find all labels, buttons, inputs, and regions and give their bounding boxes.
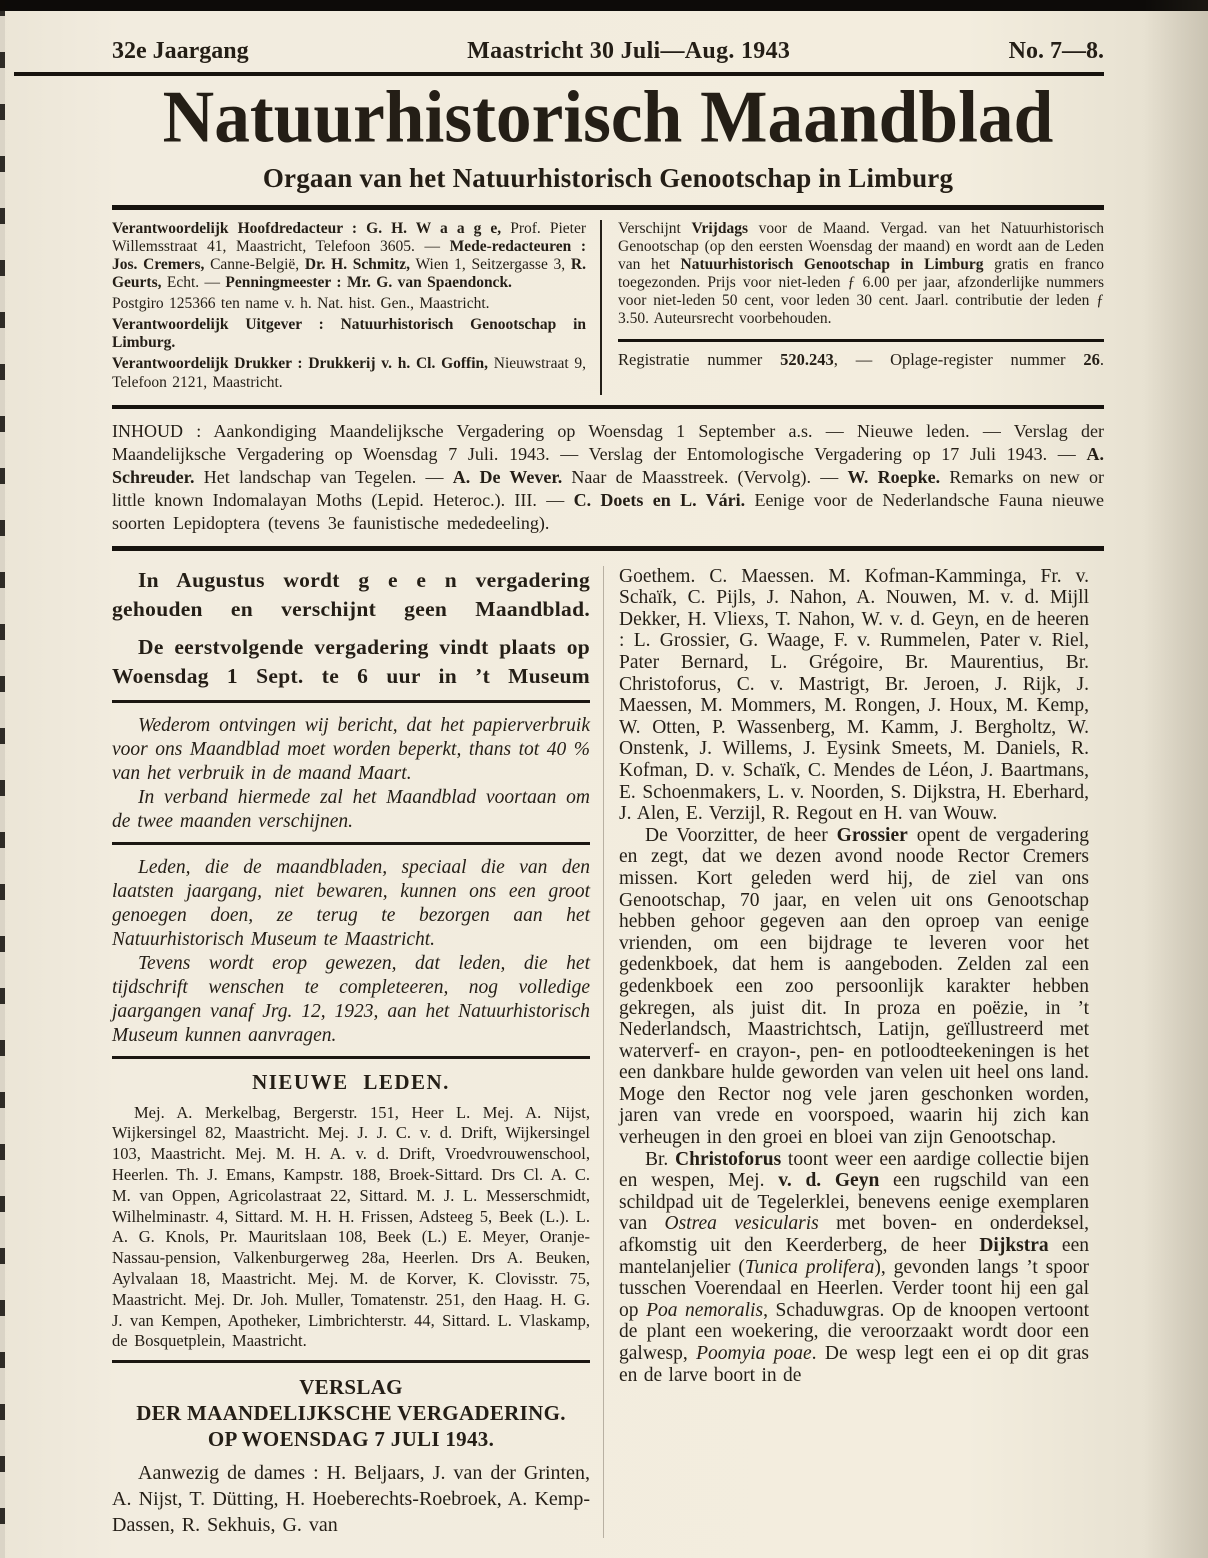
publication-info: Verschijnt Vrijdags voor de Maand. Vergad. van het Natuurhistorisch Genootschap (op den eersten Woensdag der maand) en wordt aan de Leden van het Natuurhistorisch Genootschap in Limburg gratis en franco toegezonden. Prijs voor niet-leden ƒ 6.00 per jaar, afzonderlijke nummers voor niet-leden 50 cent, voor leden 30 cent. Jaarl. contributie der leden ƒ 3.50. Auteursrecht voorbehouden. [618, 219, 1104, 328]
issue-date: Maastricht 30 Juli—Aug. 1943 [467, 38, 791, 64]
section-rule [112, 1056, 590, 1059]
journal-title: Natuurhistorisch Maandblad [162, 76, 1054, 159]
right-column [603, 566, 1089, 1539]
registration-line: Registratie nummer 520.243, — Oplage-register nummer 26. [618, 350, 1104, 370]
table-of-contents: INHOUD : Aankondiging Maandelijksche Vergadering op Woensdag 1 September a.s. — Nieuwe leden. — Verslag der Maandelijksche Vergadering op Woensdag 7 Juli. 1943. — Verslag der Entomologische Vergadering op 17 Juli 1943. — A. Schreuder. Het landschap van Tegelen. — A. De Wever. Naar de Maasstreek. (Vervolg). — W. Roepke. Remarks on new or little known Indomalayan Moths (Lepid. Heteroc.). III. — C. Doets en L. Vári. Eenige voor de Nederlandsche Fauna nieuwe soorten Lepidoptera (tevens 3e faunistische mededeeling). [112, 420, 1105, 533]
masthead-publication [600, 220, 1104, 395]
paper-restriction-notice [112, 714, 590, 834]
publisher-line: Verantwoordelijk Uitgever : Natuurhistorisch Genootschap in Limburg. [112, 316, 586, 352]
attendees-continuation: Goethem. C. Maessen. M. Kofman-Kamminga, Fr. v. Schaïk, C. Pijls, J. Nahon, A. Nouwen, M. v. d. Mijll Dekker, H. Vliexs, T. Nahon, W. v. d. Geyn, en de heeren : L. Grossier, G. Waage, F. v. Rummelen, Pater v. Riel, Pater Bernard, L. Grégoire, Br. Maurentius, Br. Christoforus, C. v. Mastrigt, Br. Jeroen, J. Rijk, J. Maessen, M. Mommers, M. Rongen, J. Houx, M. Kemp, W. Otten, P. Wassenberg, M. Kamm, J. Bergholtz, W. Onstenk, J. Willems, J. Eysink Smeets, M. Daniels, R. Kofman, D. v. Schaïk, C. Mendes de Léon, J. Baartmans, E. Schoenmakers, L. v. Noorden, S. Dijkstra, H. Eberhard, J. Alen, E. Verzijl, R. Regout en H. van Wouw. [619, 565, 1089, 825]
chairman-paragraph: De Voorzitter, de heer Grossier opent de vergadering en zegt, dat we dezen avond noode Rector Cremers missen. Kort geleden werd hij, de ziel van ons Genootschap, 70 jaar, en velen uit ons Genootschap hebben gehoor gegeven aan den oproep van eenige vrienden, om een bijdrage te leveren voor het gedenkboek, dat hem is aangeboden. Zelden zal een gedenkboek een zoo persoonlijk karakter hebben gekregen, als juist dit. In proza en poëzie, in ’t Nederlandsch, Maastrichtsch, Latijn, geïllustreerd met waterverf- en crayon-, pen- en potloodteekeningen is het een dankbare hulde geworden van velen uit heel ons land. Moge den Rector nog vele jaren geschonken worden, jaren van vrede en voorspoed, waarin hij zich kan verheugen in den groei en bloei van zijn Genootschap. [619, 824, 1089, 1149]
section-rule [112, 700, 590, 703]
contents-rule [112, 546, 1104, 551]
subtitle-rule [112, 205, 1104, 210]
left-column [112, 566, 603, 1539]
notice-paragraph: Leden, die de maandbladen, speciaal die van den laatsten jaargang, niet bewaren, kunnen ons een groot genoegen doen, ze terug te bezorgen aan het Natuurhistorisch Museum te Maastricht. [112, 856, 590, 950]
volume-label: 32e Jaargang [112, 38, 249, 64]
nieuwe-leden-list: Mej. A. Merkelbag, Bergerstr. 151, Heer L. Mej. A. Nijst, Wijkersingel 82, Maastricht. Mej. J. J. C. v. d. Drift, Wijkersingel 103, Maastricht. Mej. M. H. A. v. d. Drift, Vroedvrouwenschool, Heerlen. Th. J. Emans, Kampstr. 188, Broek-Sittard. Drs Cl. A. C. M. van Oppen, Agricolastraat 22, Sittard. M. J. L. Messerschmidt, Wilhelminastr. 4, Sittard. M. H. H. Frissen, Adsteeg 5, Beek (L.). L. A. G. Knols, Pr. Mauritslaan 108, Beek (L.) E. Meyer, Oranje-Nassau-pension, Valkenburgerweg 28a, Heerlen. Drs A. Beuken, Aylvalaan 18, Maastricht. Mej. M. de Korver, K. Clovisstr. 75, Maastricht. Mej. Dr. Joh. Muller, Tomatenstr. 251, den Haag. H. G. J. van Kempen, Apotheker, Limbrichterstr. 44, Sittard. L. Vlaskamp, de Bosquetplein, Maastricht. [112, 1102, 590, 1351]
masthead-inner-rule [618, 339, 1104, 342]
masthead [112, 220, 1104, 395]
verslag-heading [112, 1374, 590, 1452]
journal-page [112, 11, 1104, 1538]
nieuwe-leden-heading: NIEUWE LEDEN. [252, 1069, 450, 1094]
scan-shadow-right [1144, 0, 1208, 1558]
masthead-editorial [112, 220, 600, 395]
journal-header [112, 38, 1104, 65]
issue-number: No. 7—8. [1008, 38, 1104, 64]
scan-edge-top [0, 0, 1208, 11]
notice-paragraph: Wederom ontvingen wij bericht, dat het papierverbruik voor ons Maandblad moet worden beperkt, thans tot 40 % van het verbruik in de maand Maart. [112, 714, 590, 784]
notice-paragraph: In verband hiermede zal het Maandblad voortaan om de twee maanden verschijnen. [112, 786, 590, 832]
main-columns [112, 566, 1104, 1539]
section-rule [112, 842, 590, 845]
notice-paragraph: Tevens wordt erop gewezen, dat leden, die het tijdschrift wenschen te completeeren, nog volledige jaargangen vanaf Jrg. 12, 1923, aan het Natuurhistorisch Museum kunnen aanvragen. [112, 952, 590, 1046]
header-rule [14, 72, 1104, 76]
verslag-heading-line: DER MAANDELIJKSCHE VERGADERING. [136, 1401, 566, 1426]
section-rule [112, 1360, 590, 1363]
editorial-staff-line: Verantwoordelijk Hoofdredacteur : G. H. W a a g e, Prof. Pieter Willemsstraat 41, Maastricht, Telefoon 3605. — Mede-redacteuren : Jos. Cremers, Canne-België, Dr. H. Schmitz, Wien 1, Seitzergasse 3, R. Geurts, Echt. — Penningmeester : Mr. G. van Spaendonck. [112, 219, 586, 292]
attendees-paragraph: Aanwezig de dames : H. Beljaars, J. van der Grinten, A. Nijst, T. Dütting, H. Hoeberechts-Roebroek, A. Kemp-Dassen, R. Sekhuis, G. van [112, 1462, 590, 1537]
verslag-heading-line: VERSLAG [299, 1375, 403, 1400]
announcement-next-meeting: De eerstvolgende vergadering vindt plaats op Woensdag 1 Sept. te 6 uur in ’t Museum [112, 634, 590, 688]
postgiro-line: Postgiro 125366 ten name v. h. Nat. hist. Gen., Maastricht. [112, 295, 490, 313]
masthead-bottom-rule [112, 405, 1104, 409]
printer-line: Verantwoordelijk Drukker : Drukkerij v. h. Cl. Goffin, Nieuwstraat 9, Telefoon 2121, Maastricht. [112, 355, 587, 391]
scan-edge-left [0, 0, 5, 1558]
journal-subtitle: Orgaan van het Natuurhistorisch Genootschap in Limburg [262, 162, 954, 193]
exhibits-paragraph: Br. Christoforus toont weer een aardige collectie bijen en wespen, Mej. v. d. Geyn een rugschild van een schildpad uit de Tegelerklei, benevens eenige exemplaren van Ostrea vesicularis met boven- en onderdeksel, afkomstig uit den Keerderberg, de heer Dijkstra een mantelanjelier (Tunica prolifera), gevonden langs ’t spoor tusschen Voerendaal en Heerlen. Verder toont hij een gal op Poa nemoralis, Schaduwgras. Op de knoopen vertoont de plant een woekering, die veroorzaakt wordt door een galwesp, Poomyia poae. De wesp legt een ei op dit gras en de larve boort in de [619, 1148, 1090, 1386]
announcement-no-meeting: In Augustus wordt g e e n vergadering gehouden en verschijnt geen Maandblad. [112, 567, 590, 621]
verslag-heading-line: OP WOENSDAG 7 JULI 1943. [207, 1427, 495, 1452]
back-issues-notice [112, 856, 590, 1048]
